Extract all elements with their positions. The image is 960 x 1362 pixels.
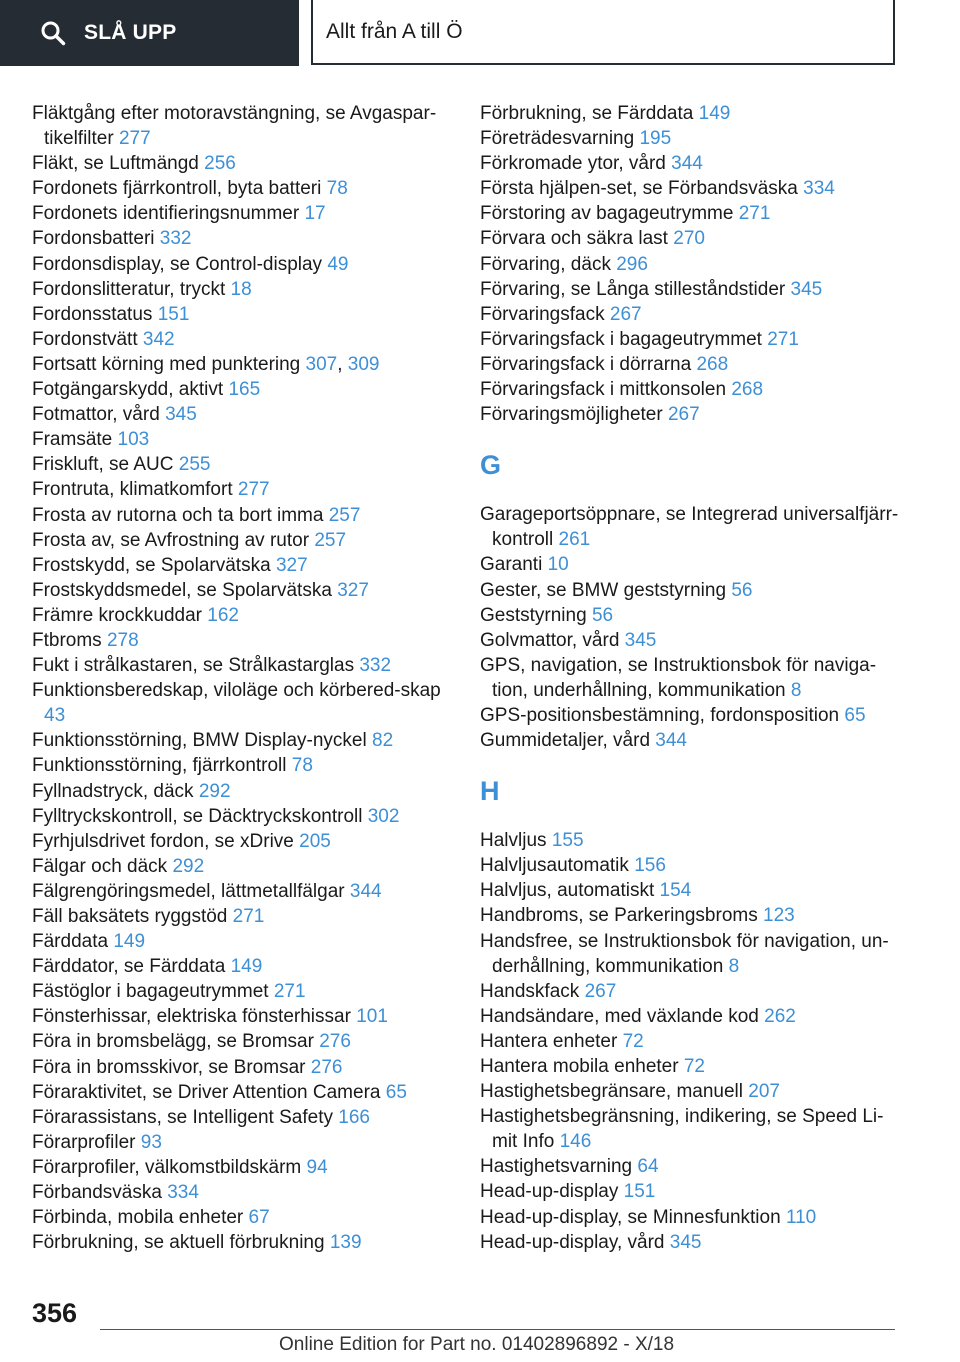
- index-entry-term: Frosta av rutorna och ta bort imma: [32, 504, 324, 526]
- page-reference-link[interactable]: 110: [785, 1206, 817, 1228]
- index-entry-term: Förkromade ytor, vård: [480, 153, 666, 175]
- index-entry-term: Fyrhjulsdrivet fordon, se xDrive: [32, 830, 294, 852]
- a-to-z-nav-link[interactable]: [311, 0, 895, 65]
- index-entry-term: Fälgar och däck: [32, 855, 168, 877]
- index-entry-term: Fönsterhissar, elektriska fönsterhissar: [32, 1006, 351, 1028]
- index-entry-term: Förvaringsfack i bagageutrymmet: [480, 328, 762, 350]
- page-reference-link[interactable]: 155: [551, 830, 584, 852]
- index-entry-term: Fäll baksätets ryggstöd: [32, 906, 228, 927]
- index-entry: [480, 603, 900, 628]
- page-reference-link[interactable]: 65: [385, 1081, 407, 1103]
- index-entry: [480, 703, 900, 728]
- index-entry-term: Halvljusautomatik: [480, 855, 629, 877]
- index-entry-term: Förbrukning, se Färddata: [480, 103, 694, 124]
- index-entry: [480, 151, 900, 176]
- a-to-z-nav-label: Allt från A till Ö: [326, 19, 463, 43]
- page-reference-link[interactable]: 277: [118, 128, 151, 150]
- page-reference-link[interactable]: 139: [329, 1232, 362, 1254]
- page-reference-link[interactable]: 65: [844, 704, 866, 726]
- page-reference-link[interactable]: 262: [764, 1005, 796, 1027]
- index-entry-term: Fläkt, se Luftmängd: [32, 153, 199, 175]
- index-entry: [480, 226, 900, 251]
- index-entry-term: Förvaring, däck: [480, 253, 611, 275]
- page-reference-link[interactable]: 270: [673, 228, 705, 250]
- index-entry-term: Fortsatt körning med punktering: [32, 353, 301, 375]
- index-entry: [32, 829, 452, 854]
- index-entry: [32, 804, 452, 829]
- index-entry: [32, 226, 452, 251]
- index-entry-term: Föraraktivitet, se Driver Attention Camera: [32, 1081, 381, 1103]
- page-reference-link[interactable]: 64: [637, 1156, 659, 1178]
- page-reference-link[interactable]: 268: [696, 353, 729, 375]
- index-entry: [32, 503, 452, 528]
- index-entry: [480, 302, 900, 327]
- section-letter-g: G: [480, 450, 502, 481]
- index-entry-term: Fläktgång efter motoravstängning, se Avgaspar-tikelfilter: [32, 103, 437, 150]
- page-reference-link[interactable]: 278: [106, 629, 139, 651]
- page-reference-link[interactable]: 166: [338, 1106, 370, 1128]
- index-entry: [32, 1180, 452, 1205]
- index-entry: [32, 1080, 452, 1105]
- page-reference-link[interactable]: 257: [328, 504, 361, 526]
- page-reference-link[interactable]: 292: [198, 780, 231, 802]
- index-entry-term: Hantera mobila enheter: [480, 1056, 679, 1077]
- index-entry: [480, 176, 900, 201]
- footer-divider: [100, 1329, 895, 1330]
- page-reference-link[interactable]: 296: [616, 253, 648, 275]
- index-entry-term: Framsäte: [32, 429, 113, 451]
- index-entry: [480, 929, 900, 979]
- page-reference-link[interactable]: 56: [591, 604, 614, 626]
- page-reference-link[interactable]: 276: [319, 1031, 351, 1053]
- index-entry: [32, 528, 452, 553]
- page-reference-link[interactable]: 18: [230, 278, 252, 300]
- index-entry: [32, 628, 452, 653]
- index-entry-term: Head-up-display, se Minnesfunktion: [480, 1206, 781, 1228]
- index-entry: [32, 1230, 452, 1255]
- index-entry: [480, 277, 900, 302]
- index-entry: [480, 1054, 900, 1079]
- index-list-h: [480, 828, 900, 1255]
- index-entry: [480, 903, 900, 928]
- index-entry-term: GPS-positionsbestämning, fordonsposition: [480, 704, 840, 726]
- page-reference-link[interactable]: 82: [372, 730, 394, 752]
- page-reference-link[interactable]: 93: [140, 1131, 162, 1153]
- page-number: 356: [32, 1298, 78, 1328]
- index-entry-term: Förstoring av bagageutrymme: [480, 203, 734, 225]
- index-entry: [480, 201, 900, 226]
- page-reference-link[interactable]: 292: [172, 855, 205, 877]
- page-reference-link[interactable]: 277: [237, 479, 270, 501]
- index-entry: [32, 477, 452, 502]
- page-reference-link[interactable]: 101: [356, 1006, 388, 1028]
- index-entry-term: GPS, navigation, se Instruktionsbok för naviga-tion, underhållning, kommunikation: [480, 654, 877, 701]
- index-entry: [480, 101, 900, 126]
- index-entry: [32, 578, 452, 603]
- index-entry: [480, 252, 900, 277]
- index-entry: [32, 979, 452, 1004]
- index-entry: [480, 1004, 900, 1029]
- page-reference-link[interactable]: 151: [157, 303, 190, 325]
- page-reference-link[interactable]: 334: [803, 178, 835, 200]
- page-reference-link[interactable]: 327: [275, 554, 308, 576]
- index-entry-term: Förvaringsmöjligheter: [480, 404, 663, 426]
- index-entry-term: Head-up-display, vård: [480, 1231, 665, 1253]
- index-list-g: [480, 502, 900, 753]
- page-reference-link[interactable]: 345: [165, 404, 197, 426]
- page-reference-link[interactable]: 56: [731, 579, 753, 601]
- page-reference-link[interactable]: 149: [230, 956, 263, 978]
- index-entry-term: Föra in bromsbelägg, se Bromsar: [32, 1031, 314, 1053]
- index-entry: [32, 427, 452, 452]
- index-entry-term: Färddator, se Färddata: [32, 956, 226, 978]
- index-list-f-continued: [480, 101, 900, 427]
- page-reference-link[interactable]: 205: [299, 830, 331, 852]
- index-entry: [480, 1079, 900, 1104]
- index-entry: [32, 1055, 452, 1080]
- index-entry-term: Fordonsstatus: [32, 303, 153, 325]
- page-reference-link[interactable]: 146: [559, 1131, 592, 1153]
- page-reference-link[interactable]: 271: [273, 981, 306, 1003]
- page-reference-link[interactable]: 345: [624, 629, 657, 651]
- page-reference-link[interactable]: 195: [639, 128, 672, 150]
- index-entry-term: Ftbroms: [32, 629, 102, 651]
- index-entry-term: Gummidetaljer, vård: [480, 730, 651, 752]
- page-reference-link[interactable]: 207: [748, 1081, 780, 1103]
- index-entry: [32, 151, 452, 176]
- section-letter-h: H: [480, 776, 500, 807]
- index-entry-term: Förarprofiler: [32, 1131, 136, 1153]
- index-entry: [480, 1029, 900, 1054]
- index-entry: [32, 1205, 452, 1230]
- index-entry: [480, 502, 900, 552]
- index-entry-term: Färddata: [32, 931, 109, 953]
- page-reference-link[interactable]: 309: [347, 353, 380, 375]
- index-entry: [480, 728, 900, 753]
- index-entry: [480, 327, 900, 352]
- page-reference-link[interactable]: 149: [113, 931, 146, 953]
- index-entry-term: Geststyrning: [480, 604, 587, 626]
- page-reference-link[interactable]: 94: [306, 1156, 328, 1178]
- index-entry-term: Fukt i strålkastaren, se Strålkastarglas: [32, 655, 355, 677]
- page-reference-link[interactable]: 257: [314, 529, 347, 551]
- index-entry-term: Funktionsberedskap, viloläge och körbered-skap: [32, 680, 441, 702]
- index-entry-term: Halvljus: [480, 830, 547, 852]
- index-entry-term: Främre krockkuddar: [32, 604, 202, 626]
- index-entry: Fortsatt körning med punktering 307, 309: [32, 353, 380, 375]
- index-entry-term: Fordonsbatteri: [32, 228, 155, 250]
- index-entry-term: Förbandsväska: [32, 1182, 162, 1204]
- page-reference-link[interactable]: 267: [584, 980, 617, 1002]
- index-entry: [32, 1155, 452, 1180]
- index-entry: [32, 252, 452, 277]
- index-entry: [32, 779, 452, 804]
- page-reference-link[interactable]: 332: [159, 228, 192, 250]
- index-entry-term: Fästöglor i bagageutrymmet: [32, 981, 269, 1003]
- index-entry: [480, 352, 900, 377]
- page-reference-link[interactable]: 302: [367, 805, 400, 827]
- index-entry-term: Förvaringsfack i mittkonsolen: [480, 379, 727, 401]
- index-entry-term: Garanti: [480, 554, 543, 576]
- index-entry-term: Funktionsstörning, fjärrkontroll: [32, 755, 287, 777]
- search-button[interactable]: [0, 0, 299, 66]
- index-entry-term: Head-up-display: [480, 1181, 619, 1203]
- index-entry: [32, 1004, 452, 1029]
- index-entry-term: Hastighetsvarning: [480, 1156, 633, 1178]
- page-reference-link[interactable]: 78: [326, 178, 348, 200]
- index-entry: [480, 1179, 900, 1204]
- index-entry: [32, 402, 452, 427]
- page-reference-link[interactable]: 8: [728, 955, 740, 977]
- index-entry-term: Förarprofiler, välkomstbildskärm: [32, 1156, 302, 1178]
- index-entry-term: Halvljus, automatiskt: [480, 880, 655, 902]
- index-entry-term: Fälgrengöringsmedel, lättmetallfälgar: [32, 880, 345, 902]
- index-entry-term: Handsändare, med växlande kod: [480, 1005, 759, 1027]
- index-entry: [32, 728, 452, 753]
- index-entry-term: Föra in bromsskivor, se Bromsar: [32, 1056, 306, 1078]
- page-reference-link[interactable]: 255: [178, 454, 211, 476]
- index-entry: [32, 553, 452, 578]
- index-entry-term: Förvaring, se Långa stilleståndstider: [480, 278, 786, 300]
- index-entry-term: Företrädesvarning: [480, 128, 635, 150]
- search-button-label: SLÅ UPP: [84, 21, 177, 44]
- index-entry-term: Fordonsdisplay, se Control-display: [32, 253, 323, 275]
- page-reference-link[interactable]: 327: [337, 579, 369, 601]
- page-reference-link[interactable]: 271: [738, 203, 771, 225]
- index-entry: [32, 879, 452, 904]
- index-entry-term: Förvaringsfack i dörrarna: [480, 353, 692, 375]
- index-entry: [32, 753, 452, 778]
- page-reference-link[interactable]: 67: [248, 1207, 270, 1229]
- index-entry-term: Fordonslitteratur, tryckt: [32, 278, 226, 300]
- index-entry: [480, 1205, 900, 1230]
- index-entry-term: Hastighetsbegränsare, manuell: [480, 1081, 743, 1103]
- page-reference-link[interactable]: 165: [228, 379, 261, 401]
- page-reference-link[interactable]: 344: [655, 730, 687, 752]
- index-entry-term: Förvara och säkra last: [480, 228, 668, 250]
- index-entry-term: Handskfack: [480, 980, 580, 1002]
- index-entry-term: Frostskydd, se Spolarvätska: [32, 554, 271, 576]
- page-reference-link[interactable]: 261: [558, 529, 591, 551]
- index-entry-term: Fordonets identifieringsnummer: [32, 203, 300, 225]
- index-entry-term: Fyllnadstryck, däck: [32, 780, 194, 802]
- page-reference-link[interactable]: 267: [609, 303, 642, 325]
- index-entry: [32, 904, 452, 929]
- index-entry: [480, 578, 900, 603]
- index-entry: [32, 377, 452, 402]
- page-reference-link[interactable]: 256: [204, 153, 236, 175]
- page-reference-link[interactable]: 345: [790, 278, 823, 300]
- page-reference-link[interactable]: 268: [731, 379, 764, 401]
- index-entry: [32, 603, 452, 628]
- page-reference-link[interactable]: 162: [207, 604, 239, 626]
- page-reference-link[interactable]: 43: [44, 705, 66, 727]
- index-entry: [32, 201, 452, 226]
- index-entry: [480, 828, 900, 853]
- page-reference-link[interactable]: 271: [767, 328, 799, 350]
- index-entry-term: Handbroms, se Parkeringsbroms: [480, 905, 758, 927]
- page-reference-link[interactable]: 276: [310, 1056, 343, 1078]
- index-entry: [480, 653, 900, 703]
- index-entry-term: Förbinda, mobila enheter: [32, 1207, 244, 1229]
- index-entry: [32, 327, 452, 352]
- index-entry-term: Fordonstvätt: [32, 328, 138, 350]
- search-icon: [40, 20, 66, 46]
- index-entry: [480, 552, 900, 577]
- index-entry: [32, 653, 452, 678]
- index-entry: [32, 954, 452, 979]
- index-entry: [32, 854, 452, 879]
- page-reference-link[interactable]: 344: [349, 880, 382, 902]
- page-reference-link[interactable]: 345: [669, 1231, 702, 1253]
- page-reference-link[interactable]: 271: [232, 906, 265, 927]
- page-reference-link[interactable]: 8: [790, 679, 802, 701]
- index-entry: [480, 1104, 900, 1154]
- index-entry-term: Funktionsstörning, BMW Display-nyckel: [32, 730, 367, 752]
- index-entry: [480, 878, 900, 903]
- page-reference-link[interactable]: 17: [304, 203, 326, 225]
- page-reference-link[interactable]: 342: [142, 328, 175, 350]
- index-entry: [32, 1130, 452, 1155]
- index-entry-term: Fordonets fjärrkontroll, byta batteri: [32, 178, 322, 200]
- index-entry-term: Frosta av, se Avfrostning av rutor: [32, 529, 310, 551]
- index-entry: [32, 452, 452, 477]
- index-entry: [480, 853, 900, 878]
- index-entry-term: Golvmattor, vård: [480, 629, 620, 651]
- index-entry: [480, 377, 900, 402]
- index-entry: [32, 678, 452, 728]
- page-reference-link[interactable]: 149: [698, 103, 731, 124]
- page-reference-link[interactable]: 49: [327, 253, 349, 275]
- page-reference-link[interactable]: 103: [117, 429, 150, 451]
- index-entry: [480, 628, 900, 653]
- index-entry: [480, 979, 900, 1004]
- page-reference-link[interactable]: 10: [547, 554, 569, 576]
- page-reference-link[interactable]: 307: [305, 353, 338, 375]
- index-entry-term: Förarassistans, se Intelligent Safety: [32, 1106, 333, 1128]
- index-entry: [480, 402, 900, 427]
- index-entry: [32, 1105, 452, 1130]
- index-entry-term: Handsfree, se Instruktionsbok för navigation, un-derhållning, kommunikation: [480, 930, 889, 977]
- page-reference-link[interactable]: 334: [167, 1182, 199, 1204]
- page-reference-link[interactable]: 123: [763, 905, 795, 927]
- page-reference-link[interactable]: 332: [359, 655, 392, 677]
- page-reference-link[interactable]: 72: [683, 1056, 705, 1077]
- page-reference-link[interactable]: 344: [671, 153, 703, 175]
- page-reference-link[interactable]: 151: [623, 1181, 656, 1203]
- index-entry-term: Friskluft, se AUC: [32, 454, 174, 476]
- footer-edition-text: Online Edition for Part no. 01402896892 - X/18: [279, 1334, 675, 1355]
- index-entry: [32, 302, 452, 327]
- page-reference-link[interactable]: 72: [622, 1030, 644, 1052]
- page-reference-link[interactable]: 78: [291, 755, 313, 777]
- index-entry: [32, 101, 452, 151]
- index-entry: [480, 1154, 900, 1179]
- index-entry: [32, 277, 452, 302]
- index-entry-term: Förbrukning, se aktuell förbrukning: [32, 1232, 325, 1254]
- page-reference-link[interactable]: 154: [659, 880, 692, 902]
- index-entry: [480, 126, 900, 151]
- index-entry: [32, 176, 452, 201]
- index-entry-term: Fylltryckskontroll, se Däcktryckskontroll: [32, 805, 363, 827]
- index-entry-term: Gester, se BMW geststyrning: [480, 579, 727, 601]
- index-entry: [32, 1029, 452, 1054]
- index-entry-term: Frontruta, klimatkomfort: [32, 479, 233, 501]
- top-bar: [0, 0, 960, 66]
- index-entry: [480, 1230, 900, 1255]
- index-entry-term: Första hjälpen-set, se Förbandsväska: [480, 178, 798, 200]
- index-entry-term: Fotgängarskydd, aktivt: [32, 379, 224, 401]
- page-reference-link[interactable]: 267: [667, 404, 700, 426]
- index-entry-term: Hantera enheter: [480, 1030, 618, 1052]
- index-column-left: [32, 101, 452, 1255]
- index-column-right: [480, 101, 900, 1255]
- index-entry-term: Hastighetsbegränsning, indikering, se Speed Li-mit Info: [480, 1106, 884, 1153]
- index-entry-term: Frostskyddsmedel, se Spolarvätska: [32, 579, 332, 601]
- index-entry: [32, 929, 452, 954]
- page-reference-link[interactable]: 156: [634, 855, 666, 877]
- index-entry-term: Förvaringsfack: [480, 303, 605, 325]
- index-entry-term: Fotmattor, vård: [32, 404, 160, 426]
- index-entry-term: Garageportsöppnare, se Integrerad universalfjärr-kontroll: [480, 504, 899, 551]
